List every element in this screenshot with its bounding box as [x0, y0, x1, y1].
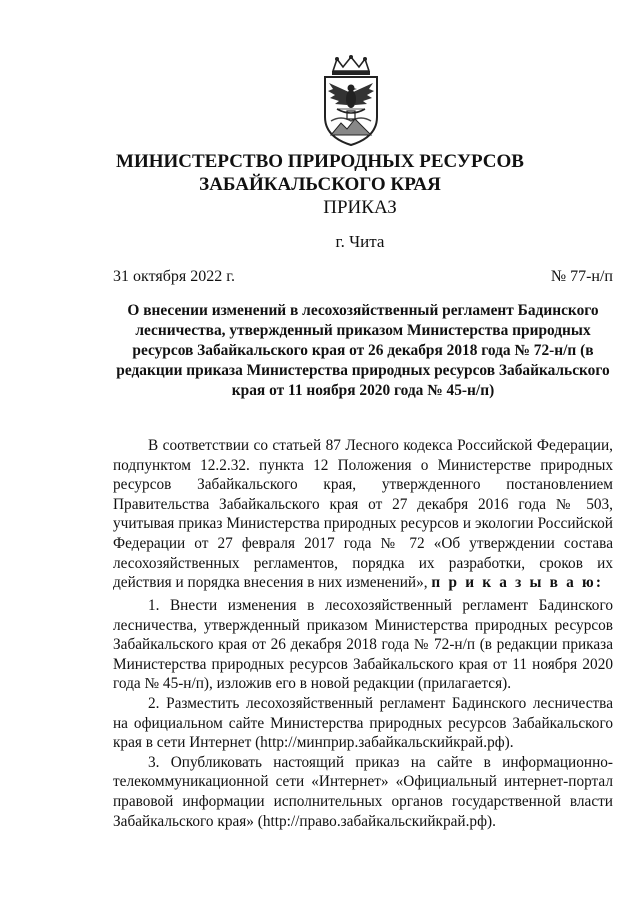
coat-of-arms-icon [319, 55, 383, 147]
order-item-1: 1. Внести изменения в лесохозяйственный регламент Бадинского лесничества, утвержденный приказом Министерства природных ресурсов Забайкальского края от 26 декабря 2018 года № 72-н/п (в редакции приказа Министерства природных ресурсов Забайкальского края от 11 ноября 2020 года № 45-н/п), изложив его в новой редакции (прилагается). [113, 597, 613, 693]
order-items [113, 596, 613, 831]
preamble [113, 436, 613, 593]
preamble-text: В соответствии со статьей 87 Лесного кодекса Российской Федерации, подпунктом 12.2.32. пункта 12 Положения о Министерстве природных ресурсов Забайкальского края, утвержденного постановлением Правительства Забайкальского края от 27 декабря 2016 года № 503, учитывая приказ Министерства природных ресурсов и экологии Российской Федерации от 27 февраля 2017 года № 72 «Об утверждении состава лесохозяйственных регламентов, порядка их разработки, сроков их действия и порядка внесения в них изменений», [113, 437, 613, 592]
document-number: № 77-н/п [550, 268, 613, 285]
ministry-name [60, 150, 580, 196]
document-type: ПРИКАЗ [323, 197, 397, 218]
document-date: 31 октября 2022 г. [113, 268, 235, 285]
order-item-3: 3. Опубликовать настоящий приказ на сайте в информационно-телекоммуникационной сети «Интернет» «Официальный интернет-портал правовой информации исполнительных органов государственной власти Забайкальского края» (http://право.забайкальскийкрай.рф). [113, 753, 613, 830]
city: г. Чита [335, 232, 385, 251]
ministry-name-line2: ЗАБАЙКАЛЬСКОГО КРАЯ [199, 174, 441, 195]
order-item-2: 2. Разместить лесохозяйственный регламент Бадинского лесничества на официальном сайте Министерства природных ресурсов Забайкальского края в сети Интернет (http://минприр.забайкальскийкрай.рф). [113, 694, 613, 752]
order-command: п р и к а з ы в а ю: [431, 574, 604, 592]
ministry-name-line1: МИНИСТЕРСТВО ПРИРОДНЫХ РЕСУРСОВ [116, 151, 524, 172]
document-subject: О внесении изменений в лесохозяйственный регламент Бадинского лесничества, утвержденный приказом Министерства природных ресурсов Забайкальского края от 26 декабря 2018 года № 72-н/п (в редакции приказа Министерства природных ресурсов Забайкальского края от 11 ноября 2020 года № 45-н/п) [116, 302, 610, 399]
preamble-paragraph [113, 436, 613, 593]
